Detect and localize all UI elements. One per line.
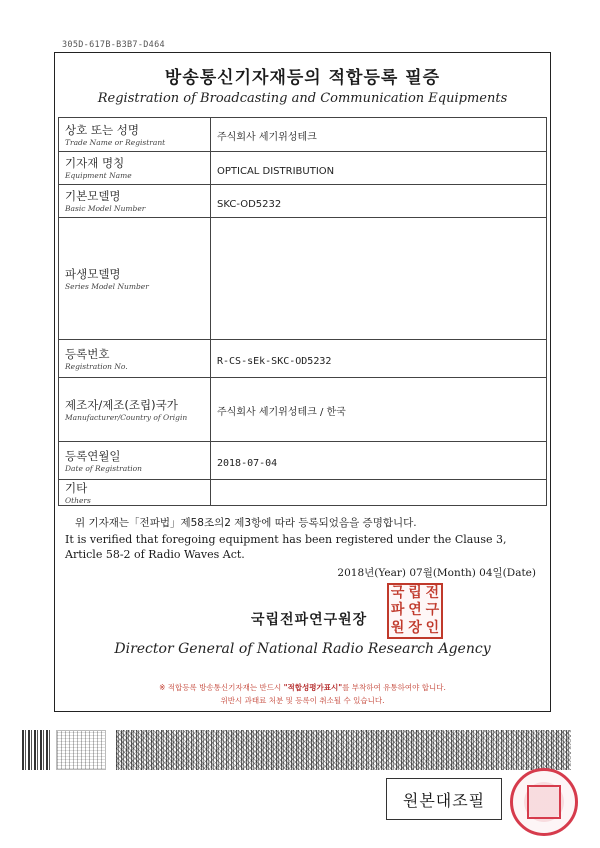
seal-char: 파 [390,602,405,619]
label-en: Others [65,495,91,505]
label-ko: 등록번호 [65,346,110,361]
label-en: Registration No. [65,361,128,371]
label-en: Basic Model Number [65,204,146,213]
label-en: Trade Name or Registrant [65,137,166,147]
manufacturer-value: 주식회사 세기위성테크 / 한국 [217,407,346,418]
registration-info-table [58,117,547,506]
label-ko: 기본모델명 [65,189,121,203]
barcode-icon [22,730,52,770]
field-label [59,442,211,480]
barcode-id-icon [56,730,106,770]
document-id: 305D-617B-B3B7-D464 [62,40,165,50]
registration-number-value: R-CS-sEk-SKC-OD5232 [217,356,332,367]
certification-statement-ko: 위 기자재는「전파법」제58조의2 제3항에 따라 등록되었음을 증명합니다. [75,517,417,529]
field-label [59,218,211,340]
original-copy-stamp: 원본대조필 [386,778,502,820]
table-row [59,442,547,480]
seal-char: 연 [408,602,422,619]
issuer-title-ko: 국립전파연구원장 [251,612,368,628]
field-label [59,152,211,185]
label-ko: 기타 [65,480,88,495]
table-row [59,340,547,378]
round-seal-icon [510,768,578,836]
equipment-name-value: OPTICAL DISTRIBUTION [217,165,335,177]
label-en: Series Model Number [65,281,149,291]
seal-char: 인 [425,619,440,636]
label-ko: 기자재 명칭 [65,156,125,170]
field-value [211,480,547,506]
certification-statement-en: It is verified that foregoing equipment has been registered under the Clause 3, Article 58-2 of Radio Waves Act. [65,533,507,561]
seal-char: 원 [390,619,405,636]
notice-line-2: 위반시 과태료 처분 및 등록이 취소될 수 있습니다. [220,696,385,705]
label-ko: 등록연월일 [65,448,121,463]
registration-date-value: 2018-07-04 [217,458,278,469]
notice-suffix: 를 부착하여 유통하여야 합니다. [342,683,446,692]
label-ko: 파생모델명 [65,266,121,281]
label-ko: 상호 또는 성명 [65,122,139,137]
table-row [59,118,547,152]
certificate-title-en: Registration of Broadcasting and Communication Equipments [97,91,508,106]
table-row [59,480,547,506]
official-seal-icon [387,583,443,639]
certificate-title-ko: 방송통신기자재등의 적합등록 필증 [164,68,441,88]
label-en: Manufacturer/Country of Origin [65,412,188,422]
trade-name-value: 주식회사 세기위성테크 [217,132,317,143]
field-value [211,218,547,340]
seal-char: 구 [425,602,440,619]
certificate-frame [54,52,551,712]
field-value [211,185,547,218]
field-label [59,118,211,152]
notice-line-1 [55,681,550,694]
seal-char: 장 [408,619,422,636]
table-row [59,378,547,442]
certification-date: 2018년(Year) 07월(Month) 04일(Date) [337,567,536,579]
label-ko: 제조자/제조(조립)국가 [65,397,178,412]
field-value [211,118,547,152]
field-value [211,442,547,480]
basic-model-value: SKC-OD5232 [217,198,282,210]
field-label [59,378,211,442]
field-label [59,340,211,378]
label-en: Equipment Name [65,171,132,180]
table-row [59,185,547,218]
table-row [59,152,547,185]
field-label [59,185,211,218]
table-row [59,218,547,340]
label-en: Date of Registration [65,463,142,473]
seal-char: 전 [425,585,440,601]
seal-char: 국 [390,585,405,601]
field-value [211,378,547,442]
seal-char: 립 [408,585,422,601]
field-value [211,152,547,185]
compliance-notice [55,681,550,707]
issuer-title-en: Director General of National Radio Research Agency [114,641,491,657]
notice-prefix: ※ 적합등록 방송통신기자재는 반드시 [159,683,282,692]
field-label [59,480,211,506]
notice-emphasis: "적합성평가표시" [283,683,343,692]
2d-barcode-icon [116,730,571,770]
field-value [211,340,547,378]
